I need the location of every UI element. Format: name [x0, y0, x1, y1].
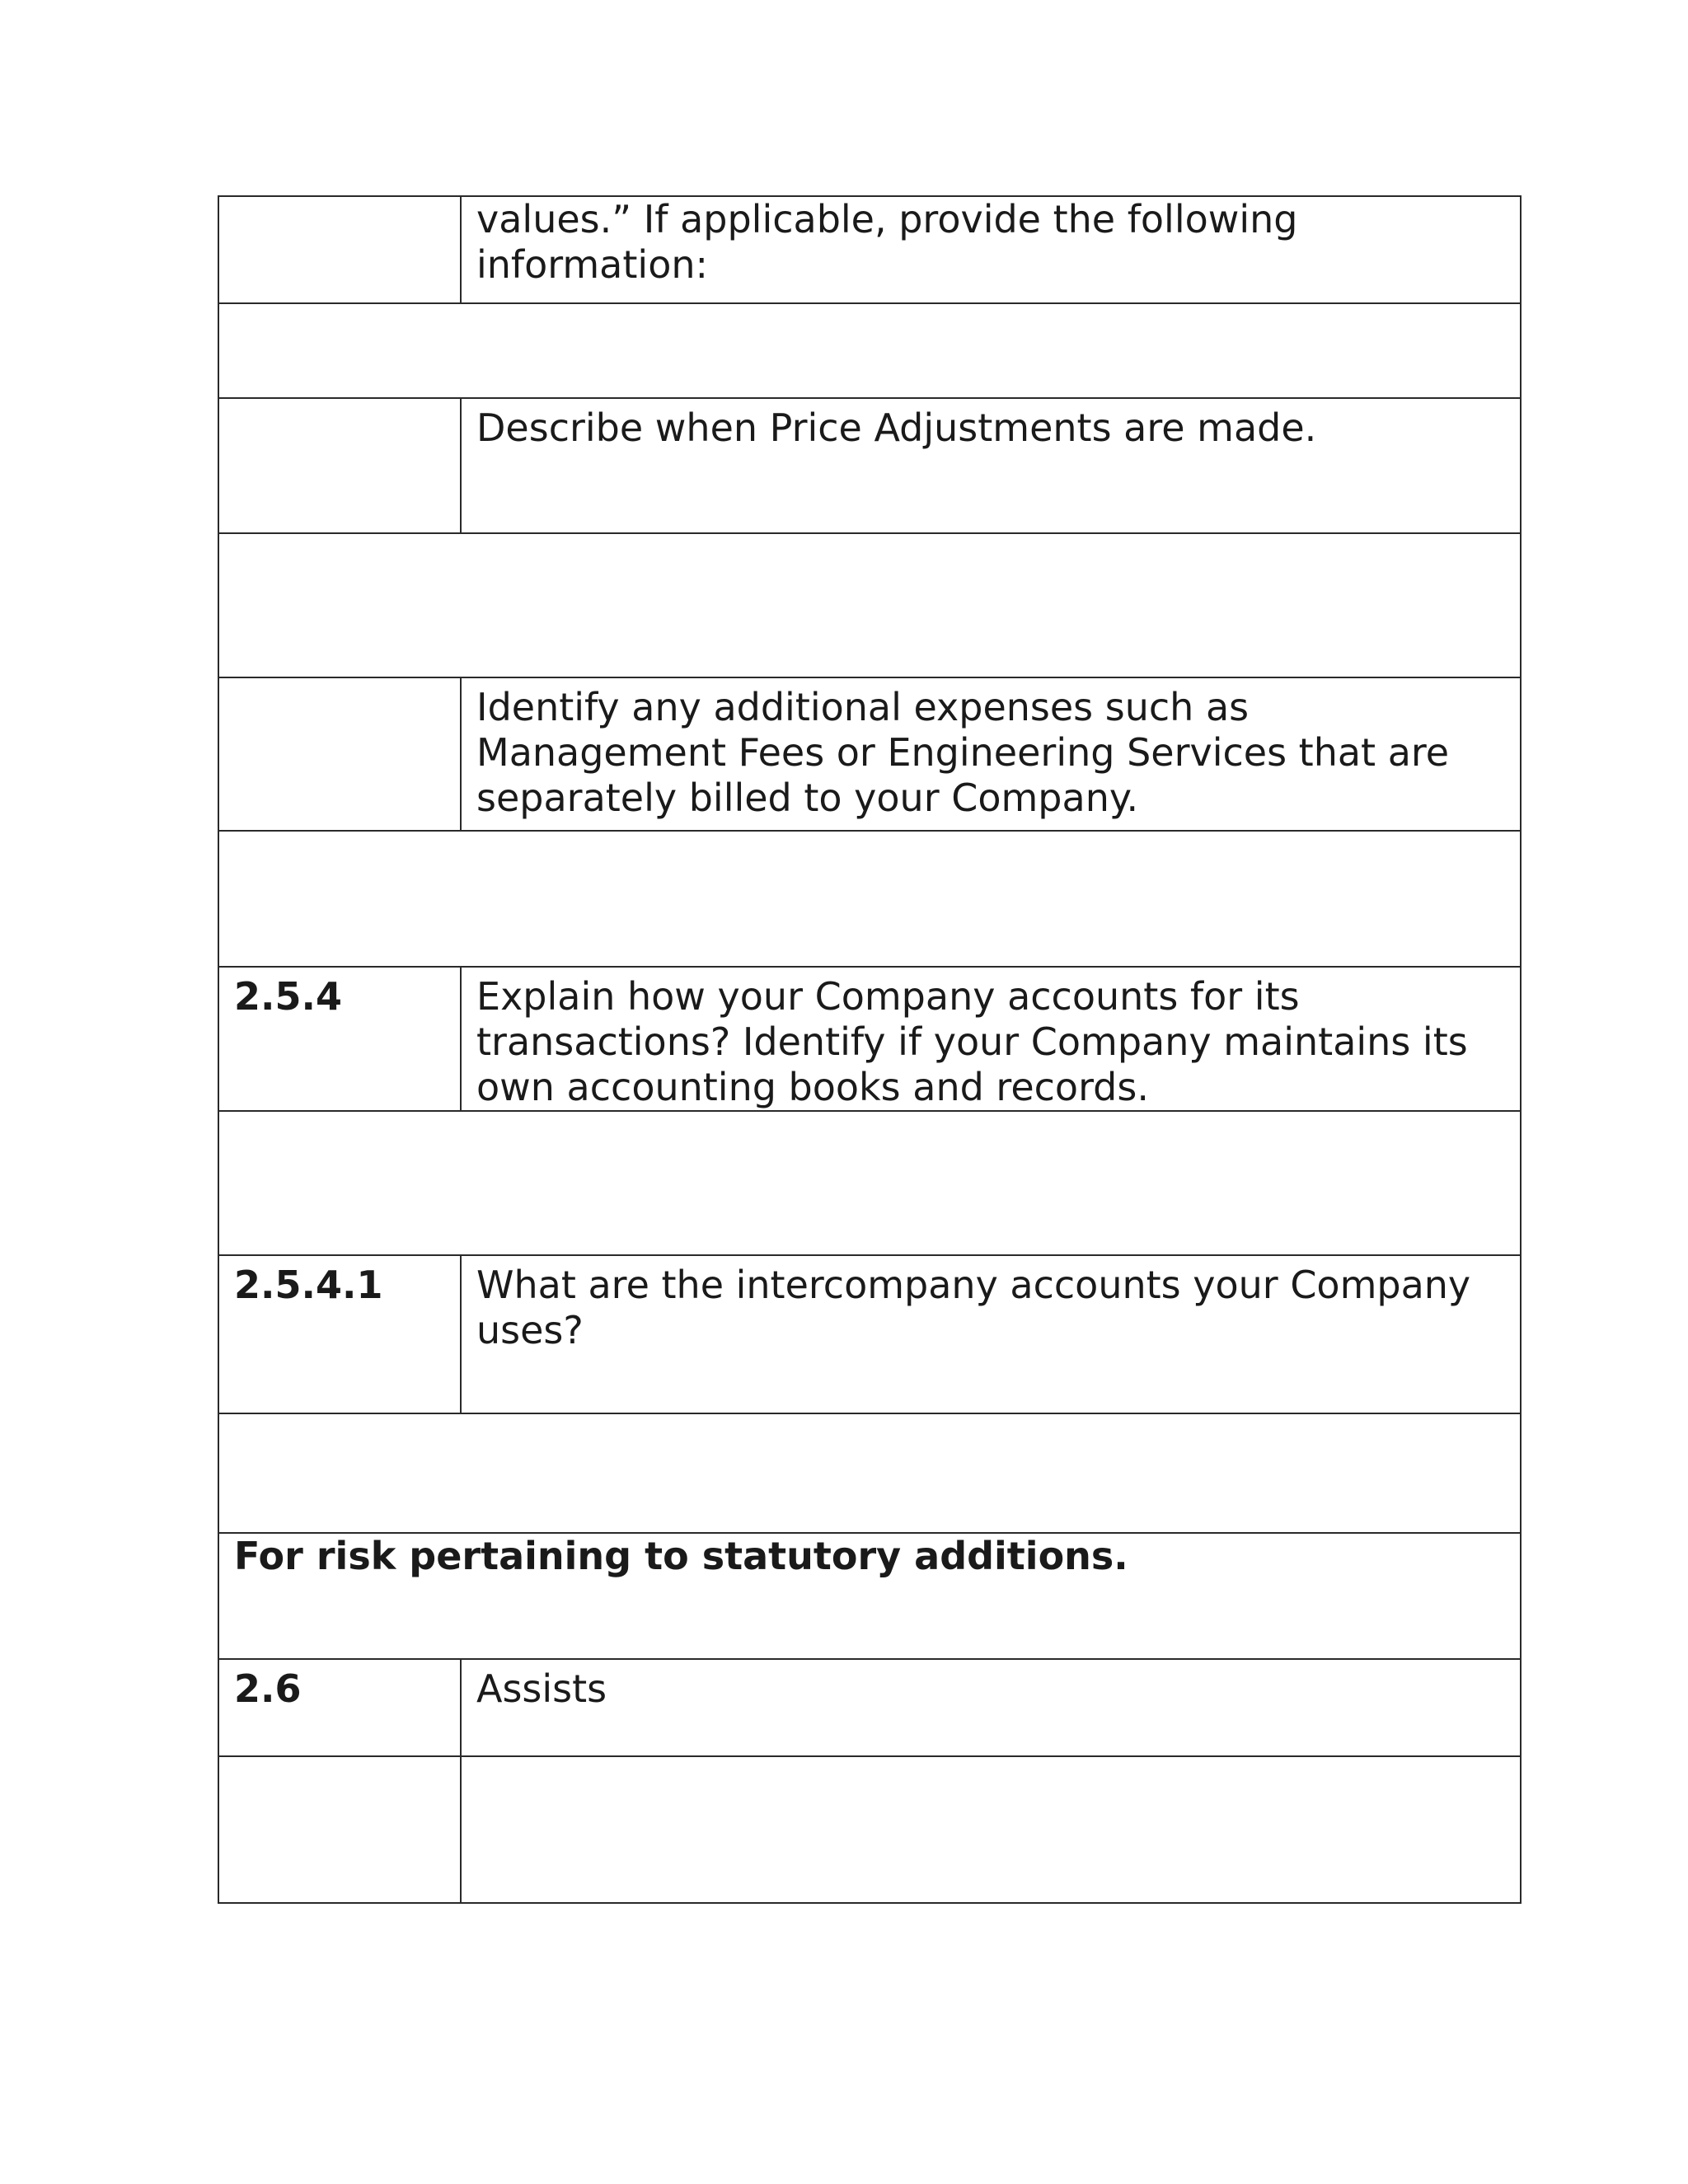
answer-row [218, 1111, 1521, 1255]
answer-row [218, 533, 1521, 677]
answer-cell[interactable] [461, 1756, 1521, 1903]
answer-cell[interactable] [218, 533, 1521, 677]
item-number-cell: 2.5.4 [218, 967, 461, 1111]
answer-cell[interactable] [218, 303, 1521, 398]
table-row [218, 1659, 1521, 1756]
answer-cell[interactable] [218, 1111, 1521, 1255]
answer-cell[interactable] [218, 1413, 1521, 1533]
item-text-cell: Explain how your Company accounts for its transactions? Identify if your Company maintains its own accounting books and records. [461, 967, 1521, 1111]
table-row [218, 967, 1521, 1111]
answer-row [218, 1413, 1521, 1533]
item-text-cell: What are the intercompany accounts your Company uses? [461, 1255, 1521, 1413]
item-text-cell: values.” If applicable, provide the following information: [461, 196, 1521, 303]
item-number-cell [218, 1756, 461, 1903]
item-number-cell [218, 677, 461, 831]
answer-row [218, 831, 1521, 967]
section-header: For risk pertaining to statutory additions. [218, 1533, 1521, 1659]
section-header-row [218, 1533, 1521, 1659]
questionnaire-table [218, 195, 1522, 1904]
item-number-cell: 2.5.4.1 [218, 1255, 461, 1413]
item-text-cell: Describe when Price Adjustments are made. [461, 398, 1521, 533]
item-text-cell: Identify any additional expenses such as Management Fees or Engineering Services that are separately billed to your Company. [461, 677, 1521, 831]
table-row [218, 1255, 1521, 1413]
item-text-cell: Assists [461, 1659, 1521, 1756]
item-number-cell [218, 398, 461, 533]
table-row [218, 196, 1521, 303]
answer-cell[interactable] [218, 831, 1521, 967]
table-row [218, 1756, 1521, 1903]
table-row [218, 677, 1521, 831]
answer-row [218, 303, 1521, 398]
table-row [218, 398, 1521, 533]
item-number-cell [218, 196, 461, 303]
item-number-cell: 2.6 [218, 1659, 461, 1756]
